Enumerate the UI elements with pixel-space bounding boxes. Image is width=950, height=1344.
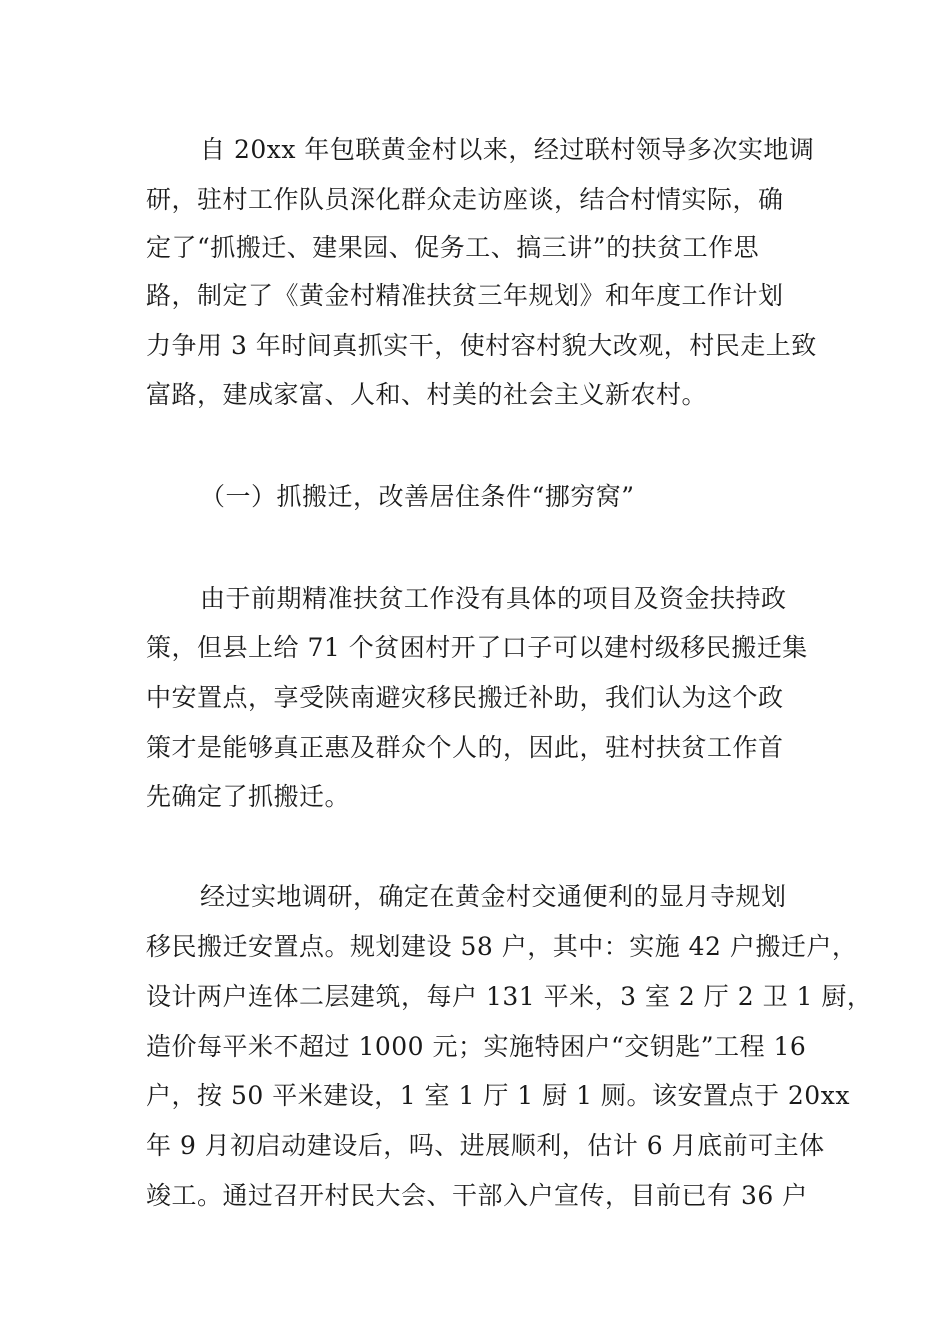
section-heading: （一）抓搬迁，改善居住条件“挪穷窝” — [200, 482, 635, 511]
intro-line: 定了“抓搬迁、建果园、促务工、搞三讲”的扶贫工作思 — [146, 233, 760, 262]
policy-line: 由于前期精准扶贫工作没有具体的项目及资金扶持政 — [200, 584, 787, 613]
intro-line: 富路，建成家富、人和、村美的社会主义新农村。 — [146, 380, 708, 409]
intro-line: 路，制定了《黄金村精准扶贫三年规划》和年度工作计划 — [146, 281, 784, 310]
intro-line: 力争用 3 年时间真抓实干，使村容村貌大改观，村民走上致 — [146, 331, 817, 360]
site-line: 年 9 月初启动建设后，吗、进展顺利，估计 6 月底前可主体 — [146, 1131, 825, 1160]
site-line: 造价每平米不超过 1000 元；实施特困户“交钥匙”工程 16 — [146, 1032, 807, 1061]
policy-line: 先确定了抓搬迁。 — [146, 782, 351, 811]
site-line: 户，按 50 平米建设，1 室 1 厅 1 厨 1 厕。该安置点于 20xx — [146, 1081, 850, 1110]
policy-line: 策才是能够真正惠及群众个人的，因此，驻村扶贫工作首 — [146, 733, 784, 762]
policy-line: 中安置点，享受陕南避灾移民搬迁补助，我们认为这个政 — [146, 683, 784, 712]
site-line: 经过实地调研，确定在黄金村交通便利的显月寺规划 — [200, 882, 787, 911]
intro-line: 自 20xx 年包联黄金村以来，经过联村领导多次实地调 — [200, 135, 815, 164]
site-line: 竣工。通过召开村民大会、干部入户宣传，目前已有 36 户 — [146, 1181, 808, 1210]
site-line: 设计两户连体二层建筑，每户 131 平米，3 室 2 厅 2 卫 1 厨， — [146, 982, 873, 1011]
site-line: 移民搬迁安置点。规划建设 58 户，其中：实施 42 户搬迁户， — [146, 932, 858, 961]
intro-line: 研，驻村工作队员深化群众走访座谈，结合村情实际，确 — [146, 185, 784, 214]
policy-line: 策，但县上给 71 个贫困村开了口子可以建村级移民搬迁集 — [146, 633, 808, 662]
